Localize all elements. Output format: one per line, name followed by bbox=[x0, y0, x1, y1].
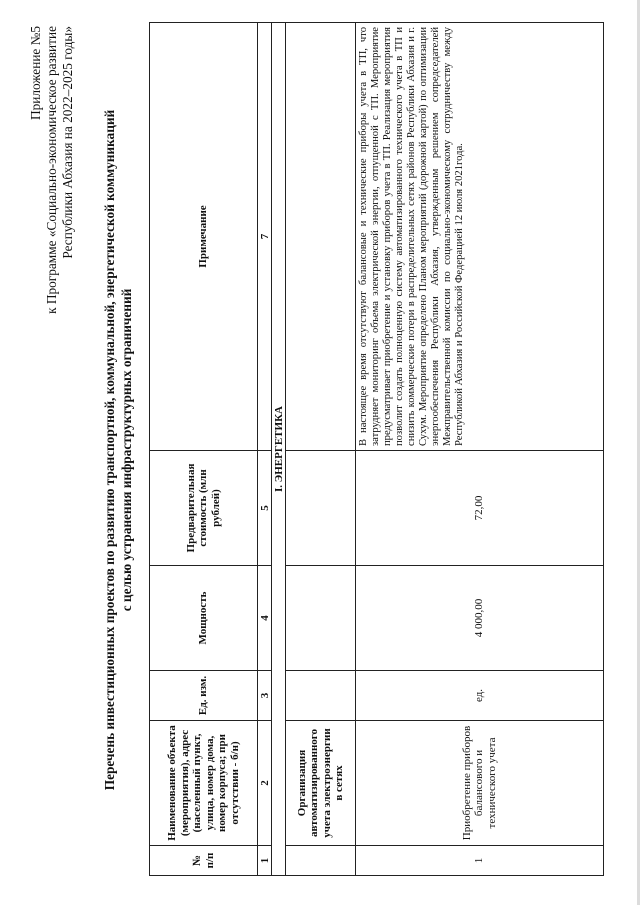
appendix-line-3: Республики Абхазия на 2022–2025 годы» bbox=[60, 26, 75, 259]
row-number: 1 bbox=[356, 846, 604, 876]
header-number: № п/п bbox=[150, 846, 258, 876]
header-capacity: Мощность bbox=[150, 566, 258, 671]
appendix-header bbox=[28, 26, 76, 314]
column-number: 3 bbox=[258, 671, 272, 721]
group-empty-cell bbox=[286, 671, 356, 721]
column-number: 5 bbox=[258, 451, 272, 566]
row-unit: ед. bbox=[356, 671, 604, 721]
document-title bbox=[101, 20, 135, 880]
column-number: 4 bbox=[258, 566, 272, 671]
rotated-page bbox=[25, 20, 615, 880]
row-cost: 72,00 bbox=[356, 451, 604, 566]
appendix-line-1: Приложение №5 bbox=[28, 26, 43, 121]
group-number-cell bbox=[286, 846, 356, 876]
row-note: В настоящее время отсутствуют балансовые и технические приборы учета в ТП, что затрудняет мониторинг объема электрической энергии, отпущенной с ТП. Мероприятие предусматривает приобретение и установку приборов учета в ТП. Реализация мероприятия позволит создать полноценную систему автоматизированного технического учета в ТП и снизить коммерческие потери в распределительных сетях районов Республики Абхазия и г. Сухум. Мероприятие определено Планом мероприятий (дорожной картой) по оптимизации энергообеспечения Республики Абхазия, утвержденным решением сопредседателей Межправительственной комиссии по социально-экономическому сотрудничеству между Республикой Абхазия и Российской Федерацией 12 июля 2021года. bbox=[356, 23, 604, 451]
column-number-row bbox=[258, 23, 272, 876]
appendix-line-2: к Программе «Социально-экономическое развитие bbox=[44, 26, 59, 314]
table-header-row bbox=[150, 23, 258, 876]
header-name: Наименование объекта (мероприятия), адрес (населенный пункт, улица, номер дома, номер корпуса; при отсутствии - б/н) bbox=[150, 721, 258, 846]
title-line-2: с целью устранения инфраструктурных ограничений bbox=[119, 288, 134, 612]
table-row bbox=[356, 23, 604, 876]
group-empty-cell bbox=[286, 23, 356, 451]
row-name: Приобретение приборов балансового и технического учета bbox=[356, 721, 604, 846]
group-empty-cell bbox=[286, 566, 356, 671]
group-empty-cell bbox=[286, 451, 356, 566]
column-number: 2 bbox=[258, 721, 272, 846]
group-title: Организация автоматизированного учета электроэнергии в сетях bbox=[286, 721, 356, 846]
projects-table bbox=[149, 22, 604, 876]
group-row bbox=[286, 23, 356, 876]
column-number: 1 bbox=[258, 846, 272, 876]
column-number: 7 bbox=[258, 23, 272, 451]
title-line-1: Перечень инвестиционных проектов по развитию транспортной, коммунальной, энергетической коммуникаций bbox=[102, 109, 117, 791]
header-unit: Ед. изм. bbox=[150, 671, 258, 721]
row-capacity: 4 000,00 bbox=[356, 566, 604, 671]
section-title: I. ЭНЕРГЕТИКА bbox=[272, 23, 286, 876]
header-note: Примечание bbox=[150, 23, 258, 451]
header-cost: Предварительная стоимость (млн рублей) bbox=[150, 451, 258, 566]
section-row bbox=[272, 23, 286, 876]
